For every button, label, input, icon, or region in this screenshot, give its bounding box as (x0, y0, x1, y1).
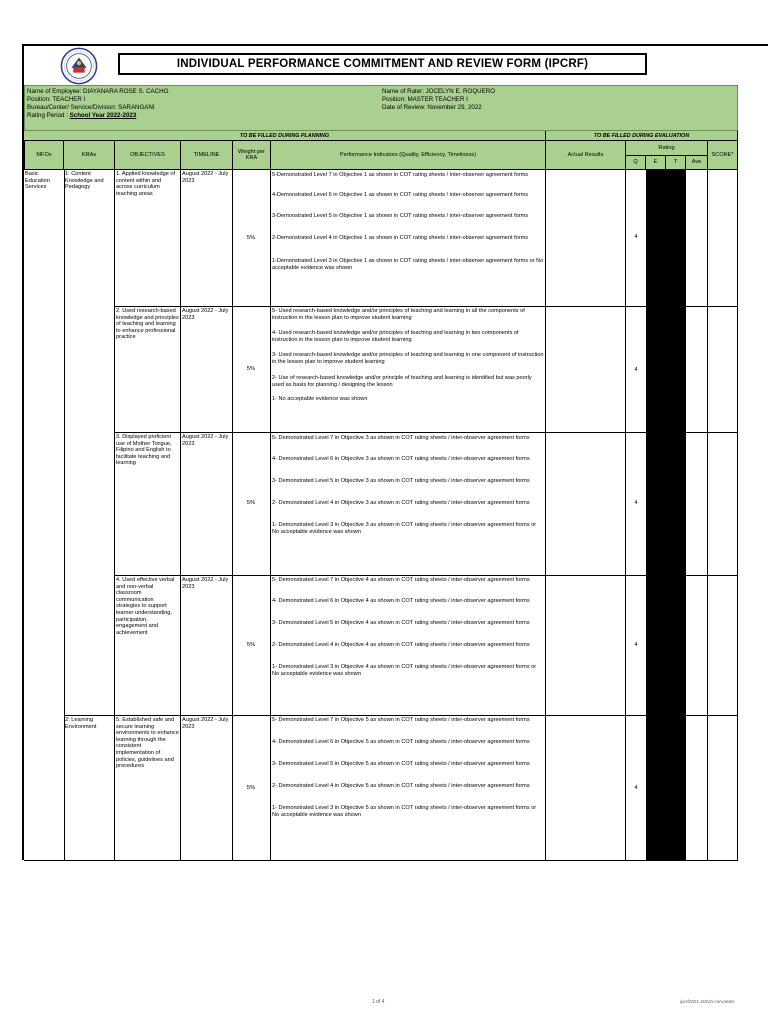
header-timeline: TIMELINE (181, 141, 233, 170)
rating-q-value: 4 (634, 642, 638, 648)
weight-cell: 5% (246, 642, 256, 648)
objective-cell: 5. Established safe and secure learning environments to enhance learning through the consistent implementation of policies, guidelines and procedures (116, 717, 179, 770)
page-number: 1 of 4 (372, 999, 385, 1005)
col-divider (114, 170, 115, 860)
col-divider (270, 170, 271, 860)
indicator-text: 3- Demonstrated Level 5 in Objective 3 as shown in COT rating sheets / inter-observer agreement forms (272, 478, 530, 484)
indicator-text: 5- Demonstrated Level 7 in Objective 4 as shown in COT rating sheets / inter-observer agreement forms (272, 577, 530, 583)
review-date: Date of Review: November 29, 2022 (382, 104, 482, 111)
kra-cell: 2: Learning Environment (65, 717, 97, 730)
indicator-text: 3- Used research-based knowledge and/or principles of teaching and learning in one component of instruction in the lesson plan to improve student learning (272, 352, 544, 365)
indicator-text: 2- Demonstrated Level 4 in Objective 3 as shown in COT rating sheets / inter-observer agreement forms (272, 500, 530, 506)
objective-cell: 2. Used research-based knowledge and principles of teaching and learning to enhance professional practice (116, 308, 179, 341)
indicator-text: 2- Demonstrated Level 4 in Objective 5 as shown in COT rating sheets / inter-observer agreement forms (272, 783, 530, 789)
indicator-text: 1- Demonstrated Level 3 in Objective 3 as shown in COT rating sheets / inter-observer agreement forms or No acceptable evidence was shown (272, 522, 537, 535)
header-mfos: MFOs (24, 141, 64, 170)
header-weight: Weight per KRA (233, 141, 271, 170)
header-rating-ave: Ave (686, 156, 708, 170)
rating-q-value: 4 (634, 500, 638, 506)
row-divider (24, 860, 738, 861)
ipcrf-table (24, 131, 738, 861)
indicator-text: 4- Demonstrated Level 6 in Objective 3 as shown in COT rating sheets / inter-observer agreement forms (272, 456, 530, 462)
indicator-text: 3- Demonstrated Level 5 in Objective 4 as shown in COT rating sheets / inter-observer agreement forms (272, 620, 530, 626)
indicator-text: 5- Used research-based knowledge and/or principles of teaching and learning in all the components of instruction in the lesson plan to improve student learning (272, 308, 525, 321)
indicator-text: 4-Demonstrated Level 6 in Objective 1 as shown in COT rating sheets / inter-observer agreement forms (272, 192, 529, 198)
col-divider (625, 170, 626, 860)
rating-q-value: 4 (634, 367, 638, 373)
mfo-cell: Basic Education Services (25, 171, 50, 191)
header-score: SCORE* (708, 141, 738, 170)
evaluation-band: TO BE FILLED DURING EVALUATION (546, 131, 738, 141)
indicator-text: 3-Demonstrated Level 5 in Objective 1 as shown in COT rating sheets / inter-observer agreement forms (272, 213, 529, 219)
row-divider (114, 306, 738, 307)
col-divider (707, 170, 708, 860)
col-divider (64, 170, 65, 860)
timeline-cell: August 2022 - July 2023 (182, 434, 229, 447)
indicator-text: 1- Demonstrated Level 3 in Objective 4 as shown in COT rating sheets / inter-observer agreement forms or No acceptable evidence was shown (272, 664, 537, 677)
col-divider (737, 170, 738, 860)
indicator-text: 1- Demonstrated Level 3 in Objective 5 as shown in COT rating sheets / inter-observer agreement forms or No acceptable evidence was shown (272, 805, 537, 818)
indicator-text: 2- Use of research-based knowledge and/or principle of teaching and learning is identified but was poorly used as basis for planning / designing the lesson (272, 375, 532, 388)
header-rating: Rating (626, 141, 708, 156)
indicator-text: 4- Demonstrated Level 6 in Objective 4 as shown in COT rating sheets / inter-observer agreement forms (272, 598, 530, 604)
header-kras: KRAs (64, 141, 115, 170)
deped-seal-icon (60, 47, 98, 85)
header-rating-e: E (646, 156, 666, 170)
row-divider (114, 575, 738, 576)
indicator-text: 5- Demonstrated Level 7 in Objective 5 as shown in COT rating sheets / inter-observer agreement forms (272, 717, 530, 723)
col-divider (180, 170, 181, 860)
weight-cell: 5% (246, 366, 256, 372)
indicator-text: 2- Demonstrated Level 4 in Objective 4 as shown in COT rating sheets / inter-observer agreement forms (272, 642, 530, 648)
rater-info (382, 88, 495, 112)
objective-cell: 3. Displayed proficient use of Mother Tongue, Filipino and English to facilitate teaching and learning (116, 434, 172, 467)
indicator-text: 5- Demonstrated Level 7 in Objective 3 as shown in COT rating sheets / inter-observer agreement forms (272, 435, 530, 441)
indicator-text: 5-Demonstrated Level 7 in Objective 1 as shown in COT rating sheets / inter-observer agreement forms (272, 172, 529, 178)
rater-name: Name of Rater: JOCELYN E. ROQUERO (382, 88, 496, 95)
row-divider (64, 715, 738, 716)
rating-period (27, 112, 168, 120)
kra-cell: 1: Content Knowledge and Pedagogy (65, 171, 104, 191)
document-code: ipcrf2021-2022/r.cervantes (680, 999, 735, 1004)
employee-bureau: Bureau/Center/ Service/Division: SARANGANI (27, 104, 155, 111)
rating-period-value: School Year 2022-2023 (69, 112, 137, 119)
timeline-cell: August 2022 - July 2023 (182, 717, 229, 730)
planning-band: TO BE FILLED DURING PLANNING (24, 131, 546, 141)
timeline-cell: August 2022 - July 2023 (182, 171, 229, 184)
header-indicators: Performance Indicators (Quality, Efficiency, Timeliness) (271, 141, 546, 170)
rating-q-value: 4 (634, 785, 638, 791)
header-objectives: OBJECTIVES (115, 141, 181, 170)
rating-period-label: Rating Period : (27, 112, 70, 119)
indicator-text: 4- Used research-based knowledge and/or principles of teaching and learning in two components of instruction in the lesson plan to improve student learning (272, 330, 519, 343)
weight-cell: 5% (246, 785, 256, 791)
indicator-text: 2-Demonstrated Level 4 in Objective 1 as shown in COT rating sheets / inter-observer agreement forms (272, 235, 529, 241)
indicator-text: 1-Demonstrated Level 3 in Objective 1 as shown in COT rating sheets / inter-observer agreement forms or No acceptable evidence was shown (272, 258, 544, 271)
weight-cell: 5% (246, 235, 256, 241)
header-rating-q: Q (626, 156, 646, 170)
rater-position: Position: MASTER TEACHER I (382, 96, 468, 103)
header-actual-results: Actual Results (546, 141, 626, 170)
col-divider (545, 170, 546, 860)
employee-name: Name of Employee: DIAYANARA ROSE S. CACHO (27, 88, 169, 95)
row-divider (114, 432, 738, 433)
objective-cell: 4. Used effective verbal and non-verbal classroom communication strategies to support learner understanding, participation, engagement and achievement (116, 577, 175, 636)
rating-et-shaded-column (646, 170, 686, 860)
indicator-text: 1- No acceptable evidence was shown (272, 396, 368, 402)
header-rating-t: T (666, 156, 686, 170)
form-title: INDIVIDUAL PERFORMANCE COMMITMENT AND REVIEW FORM (IPCRF) (118, 53, 647, 75)
employee-position: Position: TEACHER I (27, 96, 86, 103)
indicator-text: 4- Demonstrated Level 6 in Objective 5 as shown in COT rating sheets / inter-observer agreement forms (272, 739, 530, 745)
timeline-cell: August 2022 - July 2023 (182, 308, 229, 321)
employee-info (27, 88, 168, 120)
rating-q-value: 4 (634, 234, 638, 240)
col-divider (232, 170, 233, 860)
objective-cell: 1. Applied knowledge of content within and across curriculum teaching areas (116, 171, 176, 197)
info-band (24, 85, 738, 131)
indicator-text: 3- Demonstrated Level 5 in Objective 5 as shown in COT rating sheets / inter-observer agreement forms (272, 761, 530, 767)
timeline-cell: August 2022 - July 2023 (182, 577, 229, 590)
weight-cell: 5% (246, 500, 256, 506)
top-rule (22, 44, 768, 46)
